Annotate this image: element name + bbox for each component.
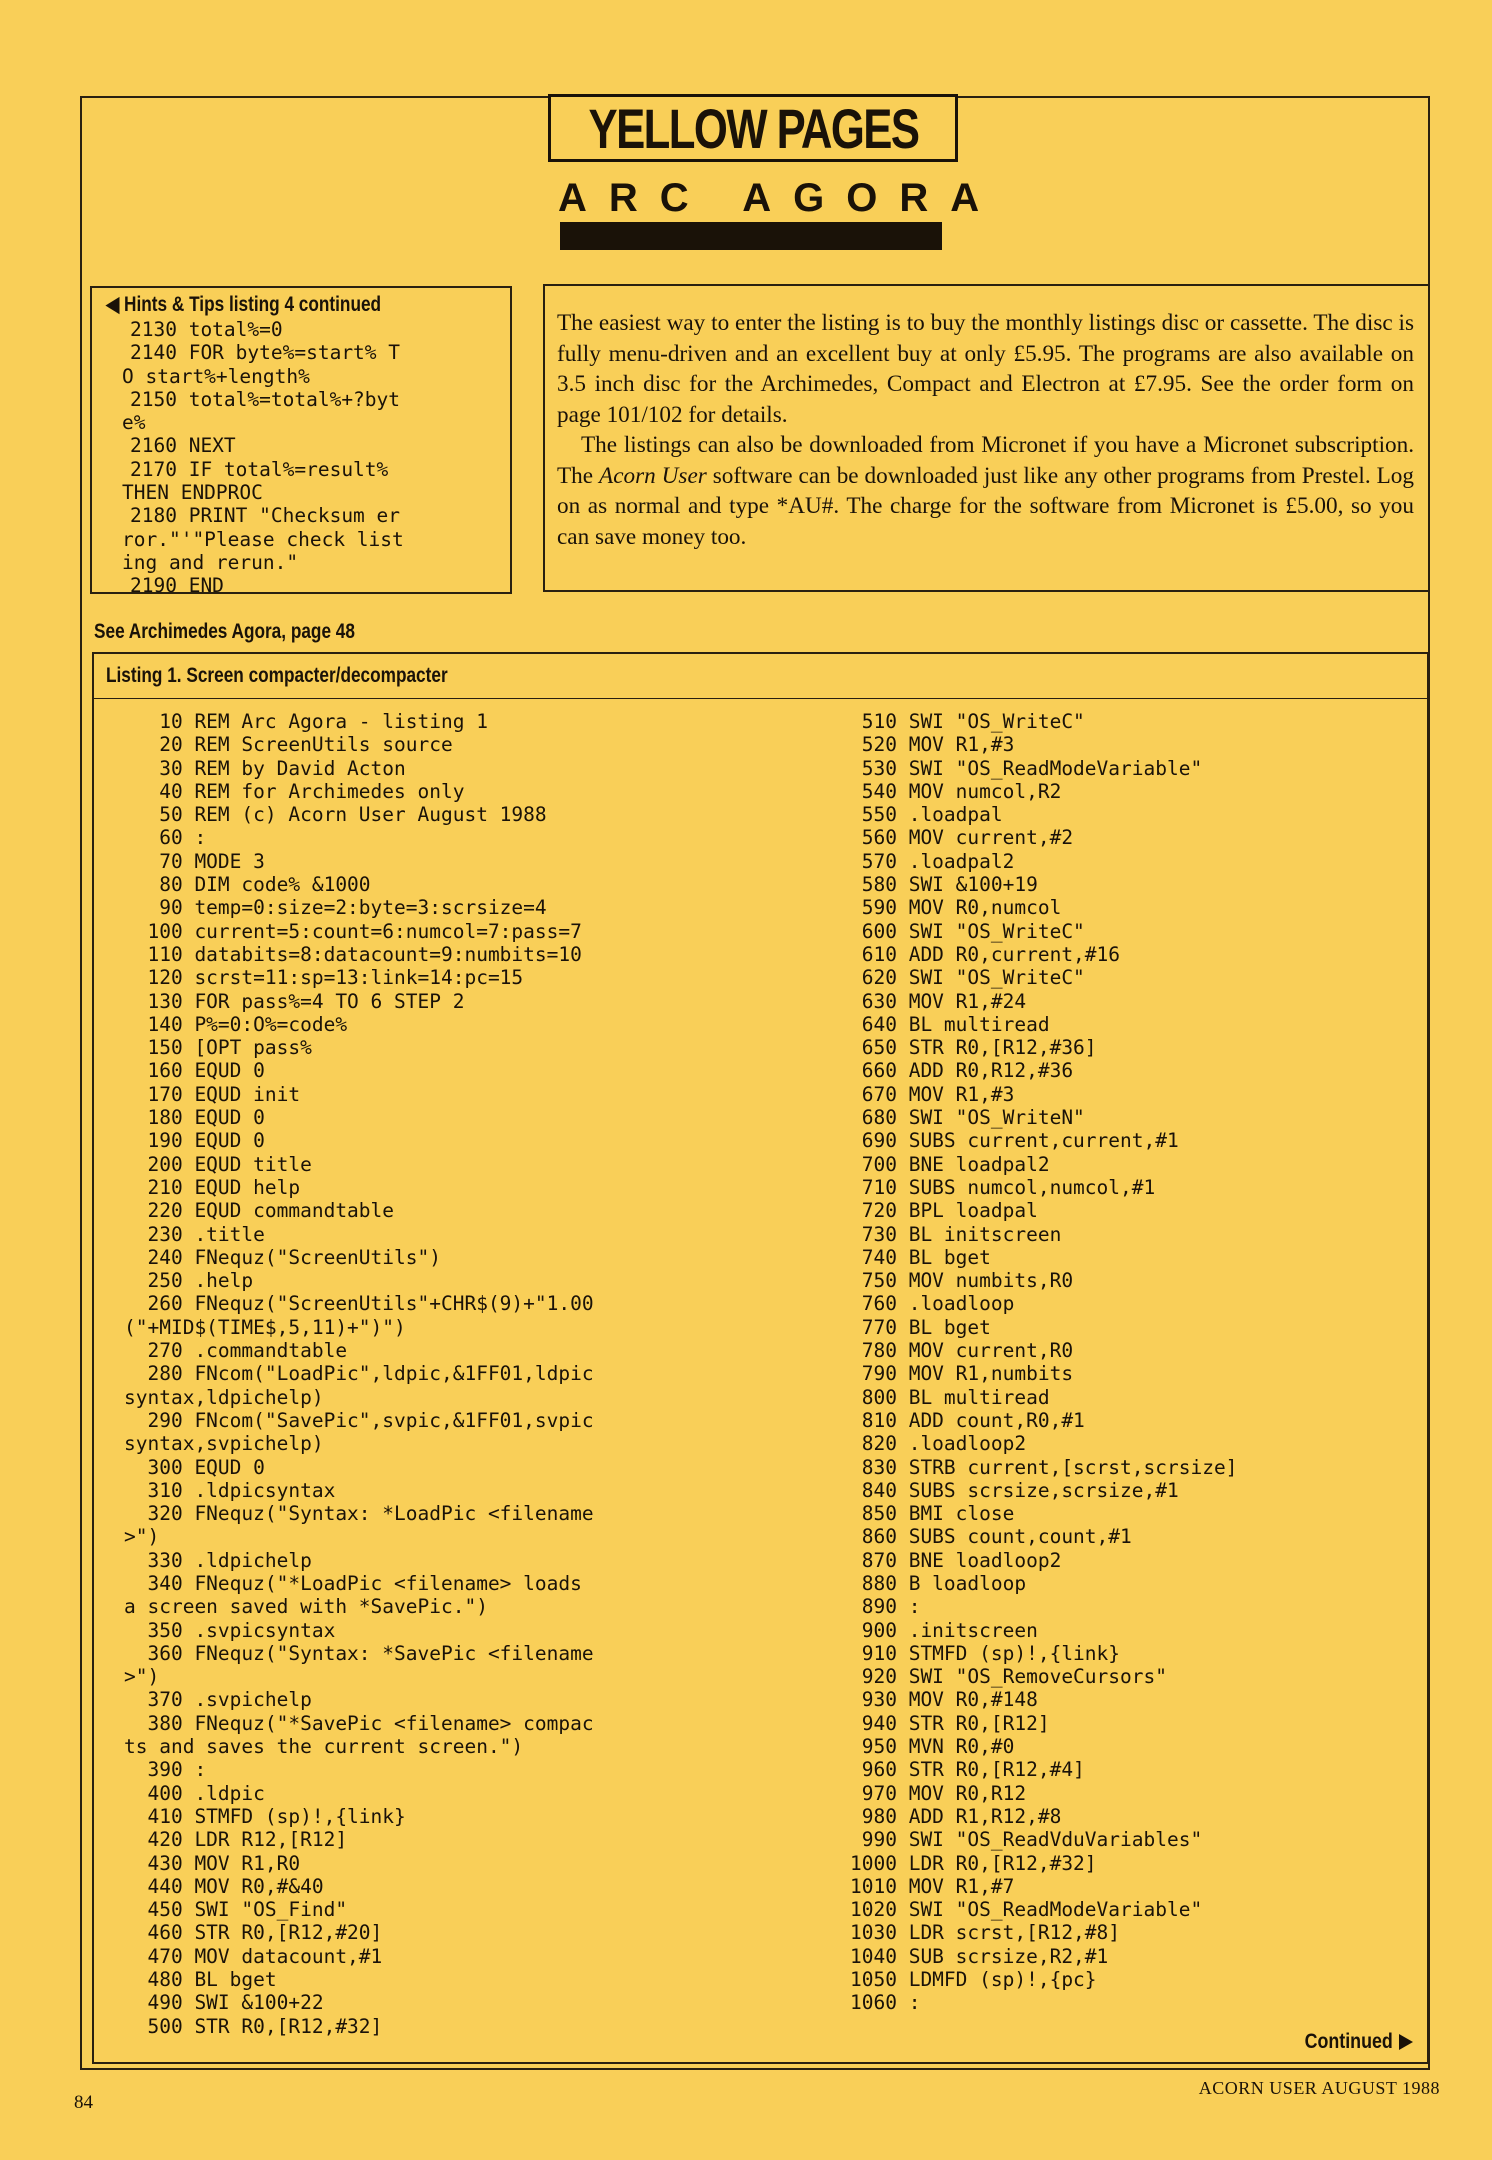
code-line: 460 STR R0,[R12,#20]: [124, 1921, 383, 1945]
code-line: 880 B loadloop: [850, 1571, 1027, 1595]
info-paragraph-2: [557, 430, 1414, 552]
hints-title: ◀ Hints & Tips listing 4 continued: [106, 293, 382, 316]
section-title: ARC AGORA: [558, 176, 1002, 220]
code-line: ts and saves the current screen."): [124, 1735, 524, 1759]
code-line: 1040 SUB scrsize,R2,#1: [850, 1944, 1109, 1968]
info-text: software can be downloaded just like any other programs from Prestel. Log on as normal and type *AU#. The charge for the software from Micronet is £5.00, so you can save money too.: [557, 462, 1414, 550]
code-line: 290 FNcom("SavePic",svpic,&1FF01,svpic: [124, 1408, 594, 1432]
code-line: 80 DIM code% &1000: [124, 873, 371, 897]
code-line: 110 databits=8:datacount=9:numbits=10: [124, 942, 582, 966]
code-line: 580 SWI &100+19: [850, 873, 1038, 897]
code-line: e%: [122, 411, 146, 435]
code-line: 90 temp=0:size=2:byte=3:scrsize=4: [124, 896, 547, 920]
code-line: 860 SUBS count,count,#1: [850, 1525, 1132, 1549]
code-line: 600 SWI "OS_WriteC": [850, 919, 1085, 943]
code-line: 680 SWI "OS_WriteN": [850, 1106, 1085, 1130]
code-line: 400 .ldpic: [124, 1781, 265, 1805]
code-line: 920 SWI "OS_RemoveCursors": [850, 1665, 1167, 1689]
code-line: 700 BNE loadpal2: [850, 1152, 1050, 1176]
code-line: O start%+length%: [122, 364, 310, 388]
code-line: 710 SUBS numcol,numcol,#1: [850, 1175, 1156, 1199]
code-line: 990 SWI "OS_ReadVduVariables": [850, 1828, 1203, 1852]
code-line: 590 MOV R0,numcol: [850, 896, 1062, 920]
code-line: syntax,svpichelp): [124, 1432, 324, 1456]
page-number: 84: [74, 2092, 93, 2113]
code-line: 520 MOV R1,#3: [850, 733, 1015, 757]
code-line: 480 BL bget: [124, 1968, 277, 1992]
code-line: 890 :: [850, 1595, 921, 1619]
continued-label: Continued: [1304, 2030, 1393, 2053]
code-line: 30 REM by David Acton: [124, 756, 406, 780]
listing-box: [92, 652, 1429, 2064]
code-line: syntax,ldpichelp): [124, 1385, 324, 1409]
code-line: 440 MOV R0,#&40: [124, 1874, 324, 1898]
code-line: 530 SWI "OS_ReadModeVariable": [850, 756, 1203, 780]
code-line: ("+MID$(TIME$,5,11)+")"): [124, 1315, 406, 1339]
code-line: 140 P%=0:O%=code%: [124, 1012, 348, 1036]
listing-right-column: [850, 710, 1237, 2015]
code-line: 720 BPL loadpal: [850, 1199, 1038, 1223]
code-line: 740 BL bget: [850, 1245, 991, 1269]
code-line: a screen saved with *SavePic."): [124, 1595, 488, 1619]
code-line: 1030 LDR scrst,[R12,#8]: [850, 1921, 1121, 1945]
code-line: 960 STR R0,[R12,#4]: [850, 1758, 1085, 1782]
code-line: 510 SWI "OS_WriteC": [850, 710, 1085, 733]
code-line: 180 EQUD 0: [124, 1106, 265, 1130]
code-line: 620 SWI "OS_WriteC": [850, 966, 1085, 990]
code-line: 950 MVN R0,#0: [850, 1735, 1015, 1759]
code-line: 660 ADD R0,R12,#36: [850, 1059, 1074, 1083]
code-line: 100 current=5:count=6:numcol=7:pass=7: [124, 919, 582, 943]
info-paragraph-1: The easiest way to enter the listing is to buy the monthly listings disc or cassette. The disc is fully menu-driven and an excellent buy at only £5.95. The programs are also available on 3.5 inch disc for the Archimedes, Compact and Electron at £7.95. See the order form on page 101/102 for details.: [557, 310, 1414, 428]
code-line: 40 REM for Archimedes only: [124, 779, 465, 803]
code-line: 470 MOV datacount,#1: [124, 1944, 383, 1968]
see-also-reference: See Archimedes Agora, page 48: [94, 620, 355, 643]
code-line: 60 :: [124, 826, 207, 850]
code-line: 790 MOV R1,numbits: [850, 1362, 1074, 1386]
code-line: 870 BNE loadloop2: [850, 1548, 1062, 1572]
code-line: 500 STR R0,[R12,#32]: [124, 2014, 383, 2038]
code-line: ror."'"Please check list: [122, 527, 404, 551]
continued-link[interactable]: [1289, 2030, 1413, 2054]
code-line: 1020 SWI "OS_ReadModeVariable": [850, 1898, 1203, 1922]
code-line: 2180 PRINT "Checksum er: [130, 504, 401, 528]
code-line: 910 STMFD (sp)!,{link}: [850, 1641, 1121, 1665]
code-line: 150 [OPT pass%: [124, 1036, 312, 1060]
code-line: 380 FNequz("*SavePic <filename> compac: [124, 1711, 594, 1735]
code-line: 780 MOV current,R0: [850, 1339, 1074, 1363]
code-line: 190 EQUD 0: [124, 1129, 265, 1153]
code-line: 1000 LDR R0,[R12,#32]: [850, 1851, 1097, 1875]
code-line: 940 STR R0,[R12]: [850, 1711, 1050, 1735]
code-line: 340 FNequz("*LoadPic <filename> loads: [124, 1571, 582, 1595]
listing-divider: [94, 698, 1427, 699]
code-line: 420 LDR R12,[R12]: [124, 1828, 348, 1852]
code-line: >"): [124, 1525, 160, 1549]
code-line: 670 MOV R1,#3: [850, 1082, 1015, 1106]
code-line: 970 MOV R0,R12: [850, 1781, 1027, 1805]
code-line: 610 ADD R0,current,#16: [850, 942, 1121, 966]
code-line: 20 REM ScreenUtils source: [124, 733, 453, 757]
code-line: 1010 MOV R1,#7: [850, 1874, 1015, 1898]
code-line: 410 STMFD (sp)!,{link}: [124, 1804, 406, 1828]
arrow-right-icon: [1399, 2034, 1413, 2050]
code-line: 550 .loadpal: [850, 803, 1003, 827]
code-line: ing and rerun.": [122, 550, 299, 574]
code-line: 490 SWI &100+22: [124, 1991, 324, 2015]
section-bar: [560, 222, 942, 250]
code-line: 260 FNequz("ScreenUtils"+CHR$(9)+"1.00: [124, 1292, 594, 1316]
code-line: 630 MOV R1,#24: [850, 989, 1027, 1013]
code-line: 800 BL multiread: [850, 1385, 1050, 1409]
code-line: 650 STR R0,[R12,#36]: [850, 1036, 1097, 1060]
code-line: 270 .commandtable: [124, 1339, 348, 1363]
code-line: 320 FNequz("Syntax: *LoadPic <filename: [124, 1502, 594, 1526]
code-line: 70 MODE 3: [124, 849, 265, 873]
code-line: 360 FNequz("Syntax: *SavePic <filename: [124, 1641, 594, 1665]
code-line: 980 ADD R1,R12,#8: [850, 1804, 1062, 1828]
code-line: 300 EQUD 0: [124, 1455, 265, 1479]
code-line: 770 BL bget: [850, 1315, 991, 1339]
code-line: 390 :: [124, 1758, 207, 1782]
code-line: 240 FNequz("ScreenUtils"): [124, 1245, 441, 1269]
hints-box: [90, 286, 512, 598]
masthead-title: YELLOW PAGES: [588, 96, 918, 160]
code-line: 570 .loadpal2: [850, 849, 1015, 873]
masthead: [548, 94, 958, 162]
code-line: 370 .svpichelp: [124, 1688, 312, 1712]
code-line: 50 REM (c) Acorn User August 1988: [124, 803, 547, 827]
code-line: 280 FNcom("LoadPic",ldpic,&1FF01,ldpic: [124, 1362, 594, 1386]
code-line: 2150 total%=total%+?byt: [130, 387, 401, 411]
code-line: 10 REM Arc Agora - listing 1: [124, 710, 488, 733]
code-line: THEN ENDPROC: [122, 481, 263, 505]
info-box: [543, 284, 1430, 592]
code-line: 900 .initscreen: [850, 1618, 1038, 1642]
code-line: >"): [124, 1665, 160, 1689]
code-line: 840 SUBS scrsize,scrsize,#1: [850, 1478, 1179, 1502]
code-line: 810 ADD count,R0,#1: [850, 1408, 1085, 1432]
code-line: 760 .loadloop: [850, 1292, 1015, 1316]
code-line: 2170 IF total%=result%: [130, 457, 389, 481]
code-line: 540 MOV numcol,R2: [850, 779, 1062, 803]
code-line: 430 MOV R1,R0: [124, 1851, 301, 1875]
publication-footer: ACORN USER AUGUST 1988: [1198, 2078, 1440, 2098]
code-line: 750 MOV numbits,R0: [850, 1269, 1074, 1293]
code-line: 560 MOV current,#2: [850, 826, 1074, 850]
code-line: 2160 NEXT: [130, 434, 236, 458]
hints-code: [122, 318, 404, 598]
info-text: The listings can also be downloaded from Micronet if you have a Micronet subscription. The: [557, 432, 1414, 489]
code-line: 2190 END: [130, 574, 224, 598]
code-line: 830 STRB current,[scrst,scrsize]: [850, 1455, 1238, 1479]
code-line: 220 EQUD commandtable: [124, 1199, 395, 1223]
code-line: 170 EQUD init: [124, 1082, 301, 1106]
code-line: 330 .ldpichelp: [124, 1548, 312, 1572]
code-line: 640 BL multiread: [850, 1012, 1050, 1036]
listing-title: Listing 1. Screen compacter/decompacter: [106, 664, 448, 687]
code-line: 2140 FOR byte%=start% T: [130, 341, 401, 365]
code-line: 160 EQUD 0: [124, 1059, 265, 1083]
code-line: 230 .title: [124, 1222, 265, 1246]
code-line: 200 EQUD title: [124, 1152, 312, 1176]
code-line: 450 SWI "OS_Find": [124, 1898, 348, 1922]
code-line: 2130 total%=0: [130, 318, 283, 341]
code-line: 1050 LDMFD (sp)!,{pc}: [850, 1968, 1097, 1992]
code-line: 690 SUBS current,current,#1: [850, 1129, 1179, 1153]
code-line: 1060 :: [850, 1991, 921, 2015]
code-line: 930 MOV R0,#148: [850, 1688, 1038, 1712]
code-line: 130 FOR pass%=4 TO 6 STEP 2: [124, 989, 465, 1013]
code-line: 850 BMI close: [850, 1502, 1015, 1526]
code-line: 210 EQUD help: [124, 1175, 301, 1199]
code-line: 820 .loadloop2: [850, 1432, 1027, 1456]
info-italic-title: Acorn User: [599, 462, 707, 489]
code-line: 120 scrst=11:sp=13:link=14:pc=15: [124, 966, 524, 990]
code-line: 350 .svpicsyntax: [124, 1618, 336, 1642]
code-line: 250 .help: [124, 1269, 254, 1293]
code-line: 730 BL initscreen: [850, 1222, 1062, 1246]
code-line: 310 .ldpicsyntax: [124, 1478, 336, 1502]
listing-left-column: [124, 710, 594, 2038]
